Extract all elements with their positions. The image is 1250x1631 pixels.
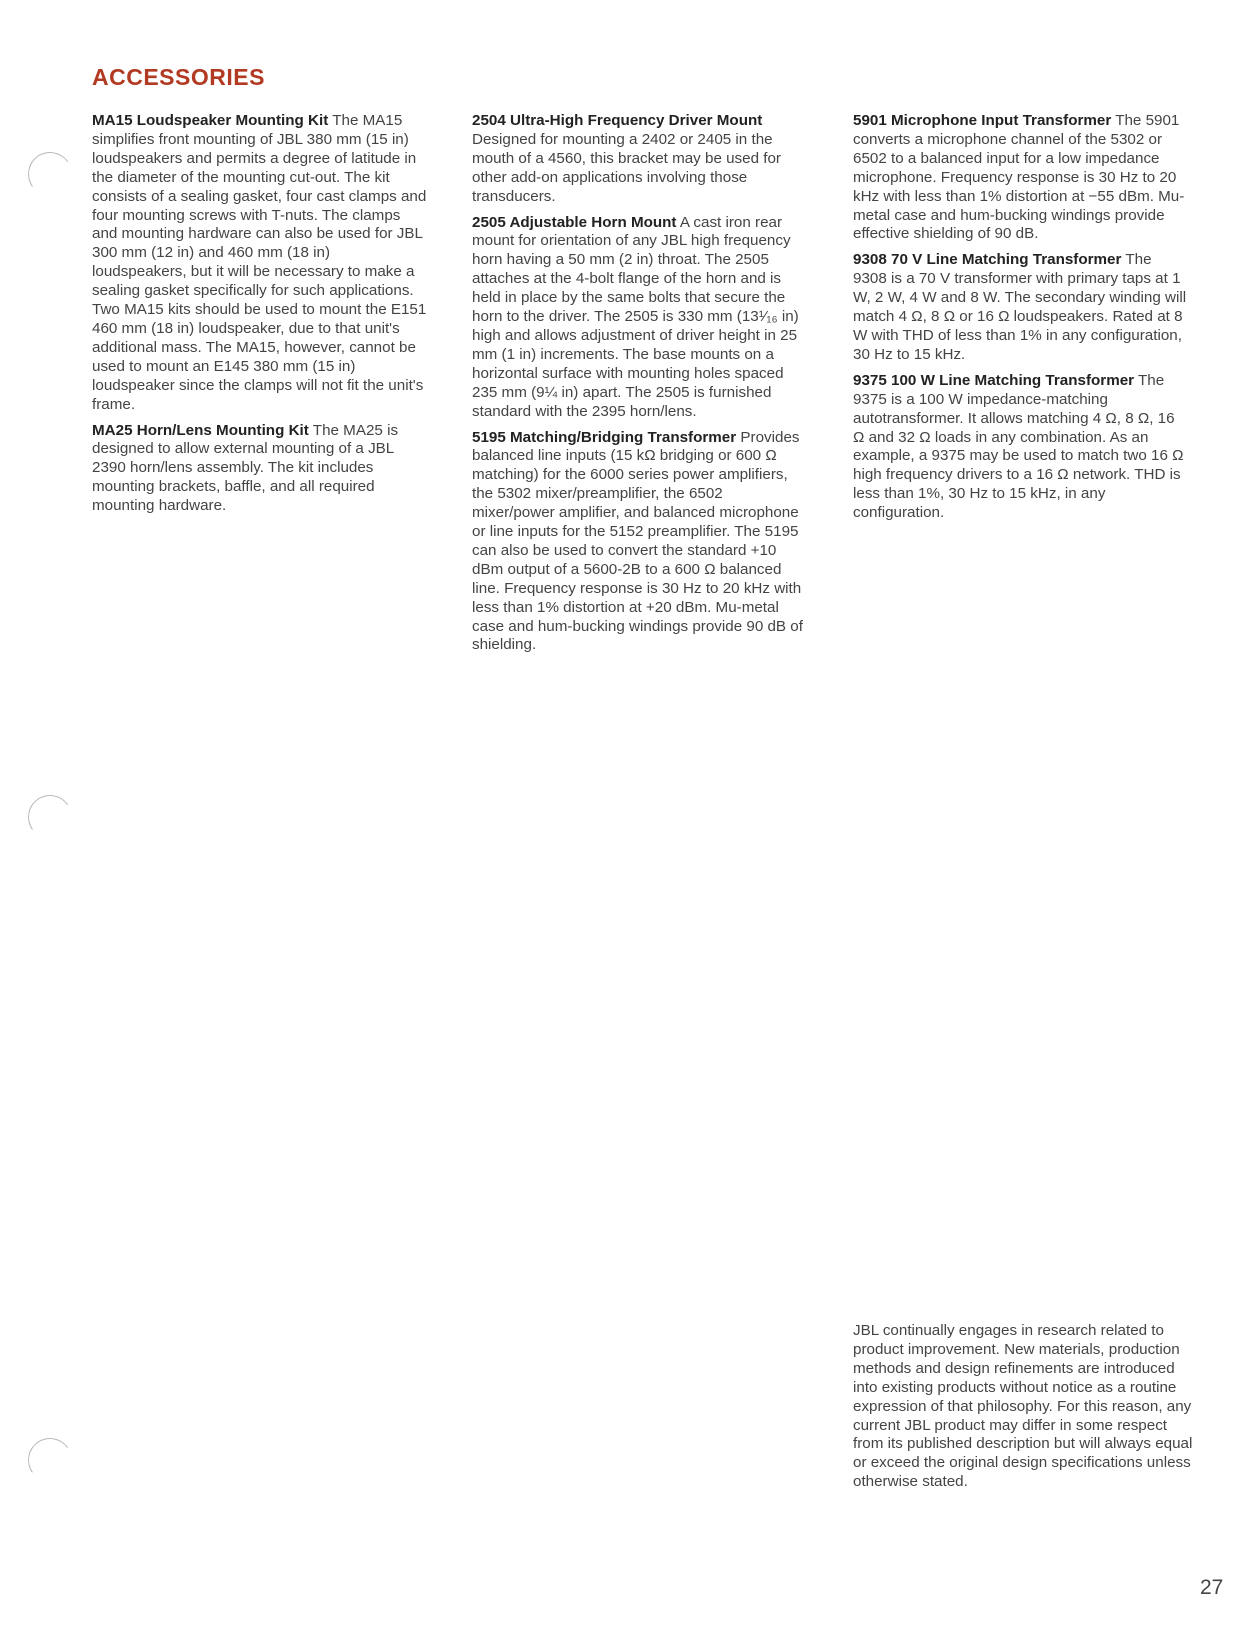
product-entry bbox=[853, 112, 1189, 244]
binder-hole bbox=[25, 149, 76, 200]
product-heading: MA15 Loudspeaker Mounting Kit bbox=[92, 112, 329, 129]
product-heading: 2504 Ultra-High Frequency Driver Mount bbox=[472, 112, 763, 129]
product-entry bbox=[92, 112, 428, 415]
product-entry bbox=[472, 214, 808, 422]
product-description: A cast iron rear mount for orientation of any JBL high frequency horn having a 50 mm (2 in) throat. The 2505 attaches at the 4-bolt flange of the horn and is held in place by the same bolts that secure the horn to the driver. The 2505 is 330 mm (13¹⁄₁₆ in) high and allows adjustment of driver height in 25 mm (1 in) increments. The base mounts on a horizontal surface with mounting holes spaced 235 mm (9¼ in) apart. The 2505 is furnished standard with the 2395 horn/lens. bbox=[472, 213, 799, 420]
product-description: The 9308 is a 70 V transformer with primary taps at 1 W, 2 W, 4 W and 8 W. The secondary winding will match 4 Ω, 8 Ω or 16 Ω loudspeakers. Rated at 8 W with THD of less than 1% in any configuration, 30 Hz to 15 kHz. bbox=[853, 251, 1187, 363]
product-entry bbox=[472, 112, 808, 207]
binder-hole bbox=[25, 1435, 76, 1486]
product-entry bbox=[92, 422, 428, 517]
product-heading: 5901 Microphone Input Transformer bbox=[853, 112, 1112, 129]
product-entry bbox=[472, 429, 808, 656]
product-heading: 9308 70 V Line Matching Transformer bbox=[853, 251, 1122, 269]
product-heading: 2505 Adjustable Horn Mount bbox=[472, 213, 677, 231]
product-heading: 5195 Matching/Bridging Transformer bbox=[472, 428, 737, 446]
product-description: The 9375 is a 100 W impedance-matching autotransformer. It allows matching 4 Ω, 8 Ω, 16 Ω and 32 Ω loads in any combination. As an example, a 9375 may be used to match two 16 Ω high frequency drivers to a 16 Ω network. THD is less than 1%, 30 Hz to 15 kHz, in any configuration. bbox=[853, 371, 1184, 522]
product-heading: MA25 Horn/Lens Mounting Kit bbox=[92, 421, 309, 439]
page-number: 27 bbox=[1200, 1576, 1224, 1599]
column-left bbox=[92, 112, 428, 523]
column-middle bbox=[472, 112, 808, 662]
column-right bbox=[853, 112, 1189, 530]
product-description: The MA15 simplifies front mounting of JBL 380 mm (15 in) loudspeakers and permits a degree of latitude in the diameter of the mounting cut-out. The kit consists of a sealing gasket, four cast clamps and four mounting screws with T-nuts. The clamps and mounting hardware can also be used for JBL 300 mm (12 in) and 460 mm (18 in) loudspeakers, but it will be necessary to make a sealing gasket specifically for such applications. Two MA15 kits should be used to mount the E151 460 mm (18 in) loudspeaker, due to that unit's additional mass. The MA15, however, cannot be used to mount an E145 380 mm (15 in) loudspeaker since the clamps will not fit the unit's frame. bbox=[92, 112, 427, 413]
product-entry bbox=[853, 251, 1189, 364]
product-description: The MA25 is designed to allow external mounting of a JBL 2390 horn/lens assembly. The kit includes mounting brackets, baffle, and all required mounting hardware. bbox=[92, 421, 399, 515]
product-description: Designed for mounting a 2402 or 2405 in the mouth of a 4560, this bracket may be used for other add-on applications involving those transducers. bbox=[472, 130, 781, 205]
product-entry bbox=[853, 372, 1189, 523]
product-description: Provides balanced line inputs (15 kΩ bridging or 600 Ω matching) for the 6000 series power amplifiers, the 5302 mixer/preamplifier, the 6502 mixer/power amplifier, and balanced microphone or line inputs for the 5152 preamplifier. The 5195 can also be used to convert the standard +10 dBm output of a 5600-2B to a 600 Ω balanced line. Frequency response is 30 Hz to 20 kHz with less than 1% distortion at +20 dBm. Mu-metal case and hum-bucking windings provide 90 dB of shielding. bbox=[472, 428, 803, 654]
product-heading: 9375 100 W Line Matching Transformer bbox=[853, 371, 1135, 389]
page-title: ACCESSORIES bbox=[92, 64, 265, 90]
product-description: The 5901 converts a microphone channel of the 5302 or 6502 to a balanced input for a low impedance microphone. Frequency response is 30 Hz to 20 kHz with less than 1% distortion at −55 dBm. Mu-metal case and hum-bucking windings provide effective shielding of 90 dB. bbox=[853, 112, 1185, 243]
product-improvement-notice: JBL continually engages in research related to product improvement. New materials, production methods and design refinements are introduced into existing products without notice as a routine expression of that philosophy. For this reason, any current JBL product may differ in some respect from its published description but will always equal or exceed the original design specifications unless otherwise stated. bbox=[853, 1322, 1193, 1491]
binder-hole bbox=[25, 792, 76, 843]
